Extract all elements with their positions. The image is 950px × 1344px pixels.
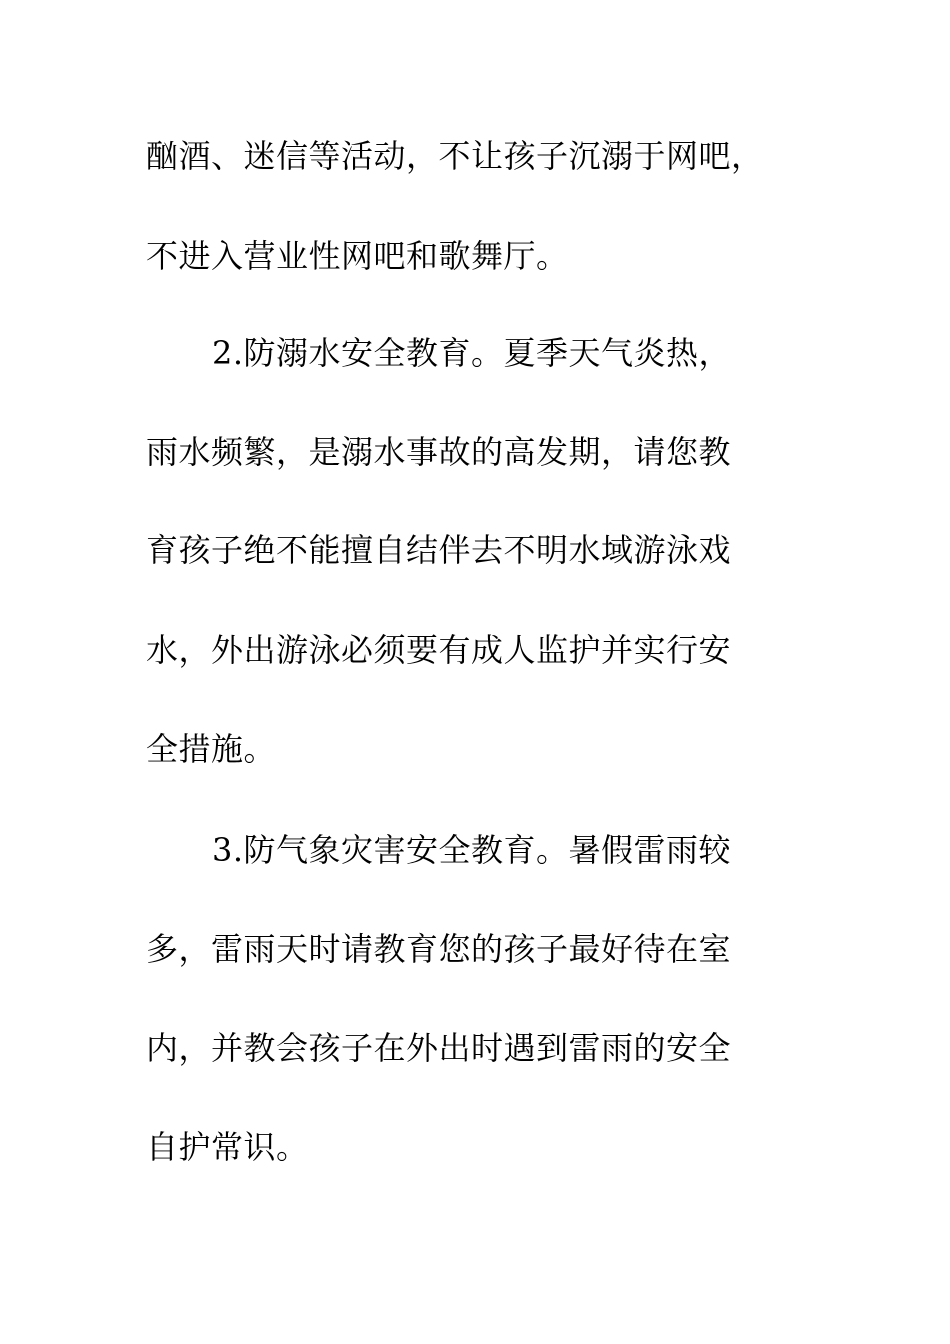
paragraph-2-first-line: 2.防溺水安全教育。夏季天气炎热， — [212, 334, 732, 372]
text-line-6: 水，外出游泳必须要有成人监护并实行安 — [146, 631, 732, 669]
text-line-4: 雨水频繁，是溺水事故的高发期，请您教 — [146, 433, 732, 471]
text-line-2: 不进入营业性网吧和歌舞厅。 — [146, 237, 569, 275]
text-line-11: 自护常识。 — [146, 1128, 309, 1166]
text-line-10: 内，并教会孩子在外出时遇到雷雨的安全 — [146, 1029, 732, 1067]
text-line-7: 全措施。 — [146, 730, 277, 768]
text-line-5: 育孩子绝不能擅自结伴去不明水域游泳戏 — [146, 531, 732, 569]
paragraph-3-first-line: 3.防气象灾害安全教育。暑假雷雨较 — [212, 831, 732, 869]
text-line-9: 多，雷雨天时请教育您的孩子最好待在室 — [146, 930, 732, 968]
text-line-1: 酗酒、迷信等活动，不让孩子沉溺于网吧， — [146, 137, 764, 175]
